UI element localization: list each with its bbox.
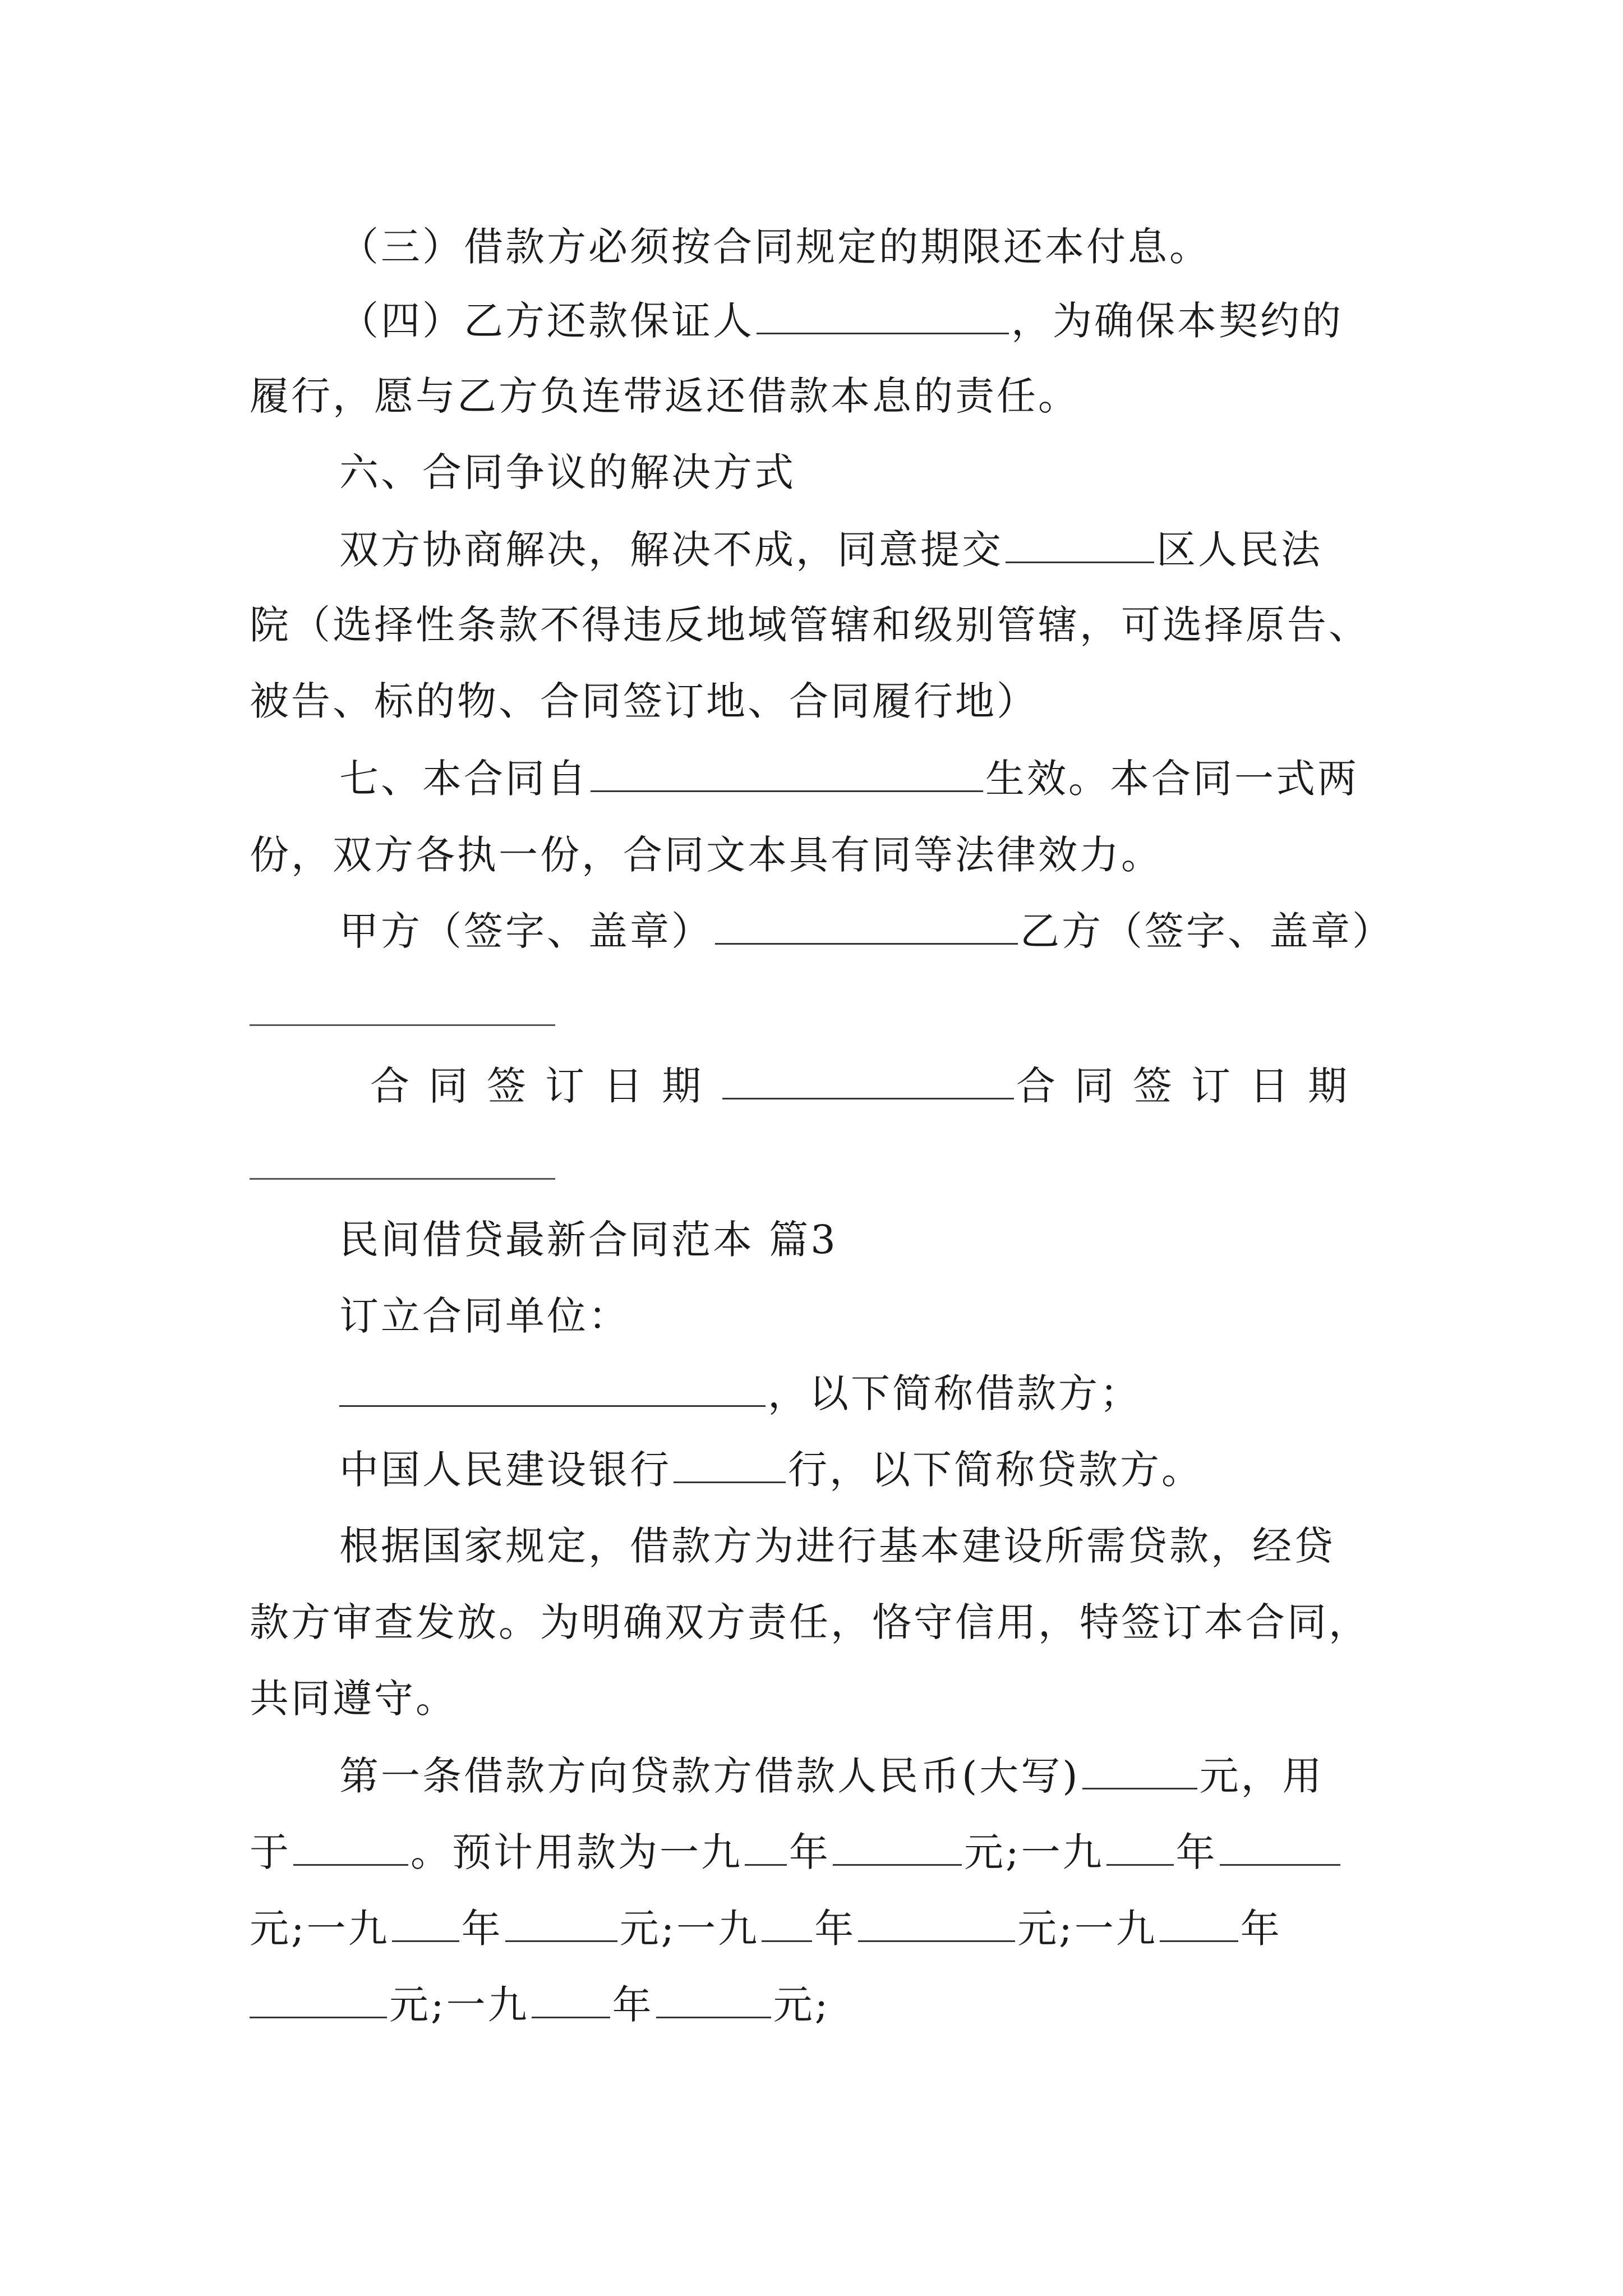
text: （三）借款方必须按合同规定的期限还本付息。 xyxy=(339,224,1211,270)
text: 元;一九 xyxy=(250,1906,390,1952)
date-blank-continued xyxy=(250,1178,555,1180)
paragraph-line xyxy=(339,1748,1388,1804)
text: 第一条借款方向贷款方借款人民币(大写) xyxy=(339,1753,1080,1799)
paragraph-line xyxy=(339,522,1388,578)
paragraph-line xyxy=(250,368,1388,424)
fill-blank xyxy=(1160,1906,1238,1942)
date-line xyxy=(370,1058,1388,1114)
fill-blank xyxy=(339,1370,766,1407)
fill-blank xyxy=(250,1982,387,2018)
fill-blank xyxy=(656,1982,771,2018)
signature-blank xyxy=(715,908,1018,945)
text: ，以下简称借款方； xyxy=(768,1370,1141,1416)
paragraph-line xyxy=(250,1671,1388,1727)
text: 元，用 xyxy=(1199,1753,1324,1799)
text: 区人民法 xyxy=(1156,527,1322,573)
paragraph-line xyxy=(250,827,1388,883)
text: 中国人民建设银行 xyxy=(339,1447,671,1493)
paragraph-line xyxy=(339,751,1388,807)
text: 年 xyxy=(612,1982,654,2028)
article-title xyxy=(339,1212,1388,1268)
text: （四）乙方还款保证人 xyxy=(339,298,754,344)
text: 年 xyxy=(461,1906,503,1952)
paragraph-line xyxy=(250,1824,1388,1880)
text: ，为确保本契约的 xyxy=(1011,298,1343,344)
text: 行，以下简称贷款方。 xyxy=(788,1447,1203,1493)
fill-blank xyxy=(1082,1753,1197,1789)
paragraph-line xyxy=(339,1442,1388,1498)
text: 于 xyxy=(250,1829,291,1875)
text: 乙方（签字、盖章） xyxy=(1020,908,1394,954)
fill-blank xyxy=(293,1829,408,1866)
text: 年 xyxy=(789,1829,831,1875)
text: 年 xyxy=(1175,1829,1218,1875)
text: 元;一九 xyxy=(619,1906,760,1952)
text: 订立合同单位： xyxy=(339,1293,630,1339)
fill-blank xyxy=(745,1829,787,1866)
text: 。预计用款为一九 xyxy=(411,1829,743,1875)
paragraph-line xyxy=(250,1901,1388,1957)
fill-blank xyxy=(833,1829,962,1866)
paragraph-line xyxy=(250,1977,1388,2033)
paragraph-line xyxy=(250,673,1388,729)
paragraph-line xyxy=(339,219,1388,275)
paragraph-line xyxy=(339,293,1388,349)
fill-blank xyxy=(858,1906,1015,1942)
text: 甲方（签字、盖章） xyxy=(339,908,713,954)
text: 元;一九 xyxy=(389,1982,529,2028)
section-heading xyxy=(339,444,1388,500)
text: 六、合同争议的解决方式 xyxy=(339,449,796,495)
text: 年 xyxy=(1240,1906,1282,1952)
text: 根据国家规定，借款方为进行基本建设所需贷款，经贷 xyxy=(339,1523,1335,1569)
text: 共同遵守。 xyxy=(250,1676,457,1722)
text: 合同签订日期 xyxy=(370,1063,720,1109)
paragraph-line xyxy=(250,597,1388,653)
text: 元;一九 xyxy=(964,1829,1104,1875)
fill-blank xyxy=(762,1906,812,1942)
text: 民间借贷最新合同范本 篇3 xyxy=(339,1217,838,1263)
fill-blank xyxy=(392,1906,459,1942)
text: 被告、标的物、合同签订地、合同履行地） xyxy=(250,678,1038,724)
fill-blank xyxy=(1106,1829,1174,1866)
text: 年 xyxy=(814,1906,856,1952)
text: 元; xyxy=(773,1982,831,2028)
fill-blank xyxy=(1006,527,1154,563)
date-blank xyxy=(722,1063,1014,1099)
fill-blank xyxy=(591,756,983,792)
fill-blank xyxy=(532,1982,610,2018)
fill-blank xyxy=(757,298,1009,334)
fill-blank xyxy=(674,1447,786,1483)
text: 合同签订日期 xyxy=(1016,1063,1366,1109)
text: 生效。本合同一式两 xyxy=(985,756,1359,802)
paragraph-line xyxy=(339,1288,1388,1344)
text: 双方协商解决，解决不成，同意提交 xyxy=(339,527,1003,573)
signature-blank-continued xyxy=(250,1024,555,1026)
paragraph-line xyxy=(339,1518,1388,1574)
text: 院（选择性条款不得违反地域管辖和级别管辖，可选择原告、 xyxy=(250,602,1370,648)
text: 元;一九 xyxy=(1017,1906,1158,1952)
text: 款方审查发放。为明确双方责任，恪守信用，特签订本合同， xyxy=(250,1599,1370,1645)
text: 七、本合同自 xyxy=(339,756,588,802)
text: 份，双方各执一份，合同文本具有同等法律效力。 xyxy=(250,832,1163,878)
fill-blank xyxy=(505,1906,617,1942)
text: 履行，愿与乙方负连带返还借款本息的责任。 xyxy=(250,373,1080,419)
fill-blank xyxy=(1220,1829,1340,1866)
paragraph-line xyxy=(250,1594,1388,1650)
paragraph-line xyxy=(339,1365,1388,1421)
signature-line xyxy=(339,903,1394,959)
